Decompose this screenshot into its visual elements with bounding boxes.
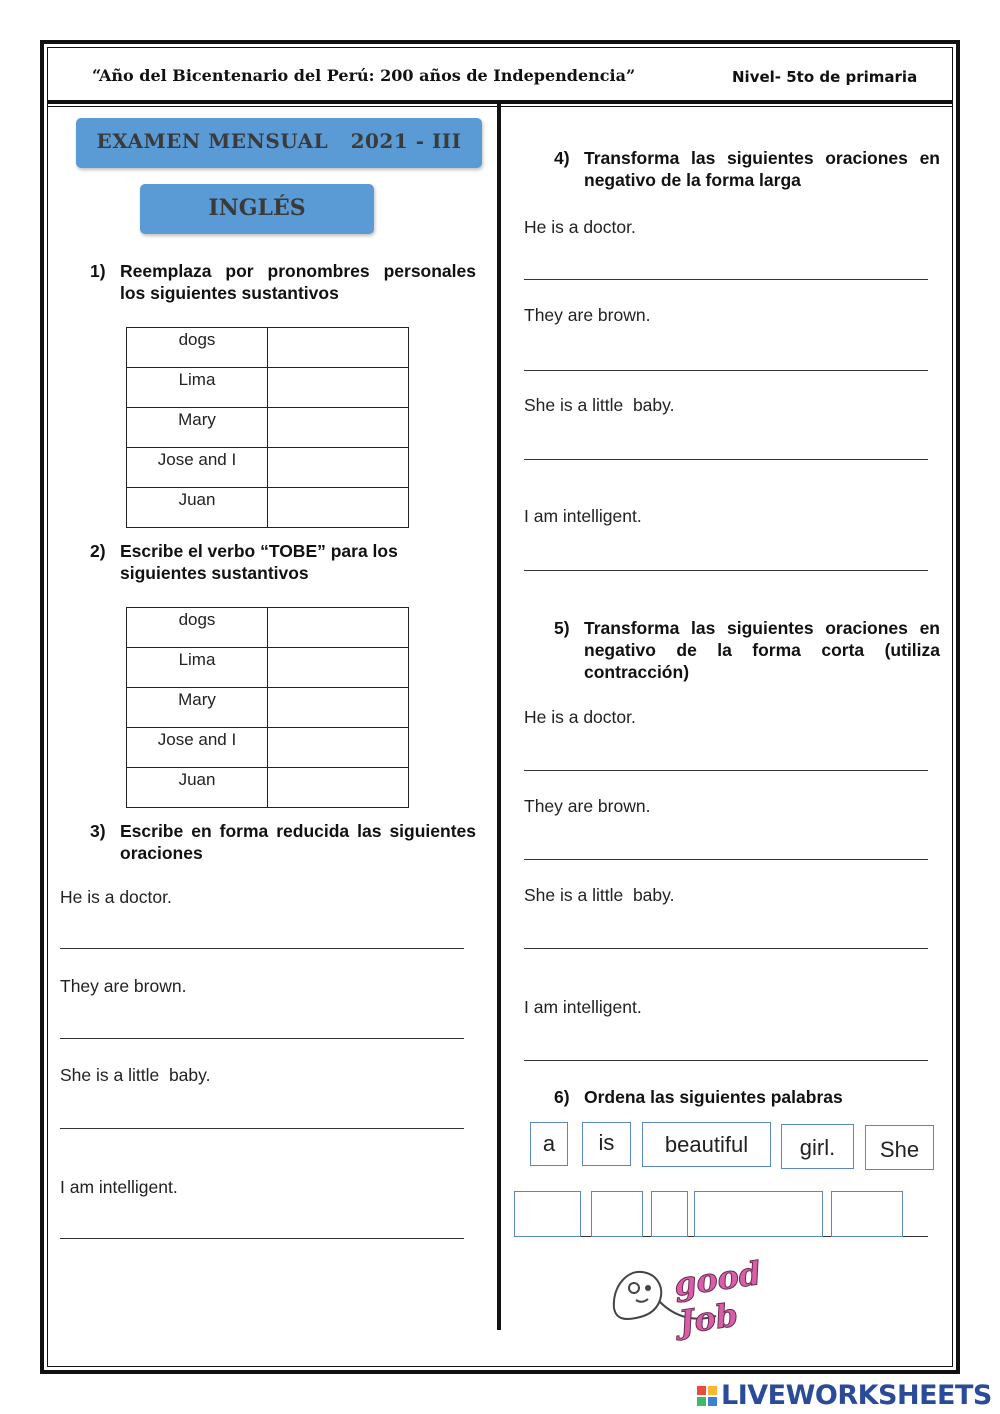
- brand-text: LIVEWORKSHEETS: [721, 1380, 992, 1411]
- table-row: [127, 648, 409, 688]
- table-row: [127, 328, 409, 368]
- drop-box[interactable]: [591, 1191, 643, 1237]
- question-number: 2): [90, 541, 106, 561]
- tobe-table: [126, 607, 409, 808]
- good-job-sticker: [606, 1253, 816, 1342]
- sentence: She is a little baby.: [524, 395, 675, 415]
- answer-cell[interactable]: [268, 728, 409, 768]
- header-motto: “Año del Bicentenario del Perú: 200 años de Independencia”: [92, 66, 636, 85]
- answer-cell[interactable]: [268, 648, 409, 688]
- column-divider: [497, 104, 501, 1330]
- question-6: [554, 1086, 940, 1108]
- question-number: 4): [554, 148, 570, 168]
- answer-line[interactable]: [60, 1038, 464, 1039]
- word-tile[interactable]: beautiful: [642, 1122, 771, 1167]
- sentence: He is a doctor.: [524, 707, 636, 727]
- sentence: He is a doctor.: [60, 887, 172, 907]
- table-row: [127, 488, 409, 528]
- word-tile[interactable]: girl.: [781, 1124, 854, 1169]
- question-number: 3): [90, 821, 106, 841]
- sentence: They are brown.: [524, 796, 651, 816]
- noun-cell: Jose and I: [127, 448, 268, 488]
- question-text: Transforma las siguientes oraciones en negativo de la forma larga: [584, 148, 940, 190]
- drop-box[interactable]: [651, 1191, 688, 1237]
- exam-title-banner: EXAMEN MENSUAL 2021 - III: [76, 118, 482, 168]
- table-row: [127, 408, 409, 448]
- drop-box[interactable]: [514, 1191, 581, 1237]
- question-text: Reemplaza por pronombres personales los siguientes sustantivos: [120, 261, 476, 303]
- noun-cell: Jose and I: [127, 728, 268, 768]
- question-number: 5): [554, 618, 570, 638]
- answer-line[interactable]: [60, 1238, 464, 1239]
- noun-cell: Lima: [127, 368, 268, 408]
- answer-line[interactable]: [524, 770, 928, 771]
- answer-line[interactable]: [524, 459, 928, 460]
- noun-cell: dogs: [127, 328, 268, 368]
- answer-line[interactable]: [524, 279, 928, 280]
- question-text: Escribe en forma reducida las siguientes oraciones: [120, 821, 476, 863]
- question-2: [90, 540, 476, 584]
- word-tile[interactable]: is: [582, 1122, 631, 1166]
- table-row: [127, 728, 409, 768]
- question-number: 1): [90, 261, 106, 281]
- sentence: She is a little baby.: [60, 1065, 211, 1085]
- answer-cell[interactable]: [268, 328, 409, 368]
- answer-cell[interactable]: [268, 608, 409, 648]
- pronoun-table: [126, 327, 409, 528]
- question-1: [90, 260, 476, 304]
- word-tile[interactable]: She: [865, 1125, 934, 1170]
- question-text: Ordena las siguientes palabras: [584, 1087, 843, 1107]
- sentence: I am intelligent.: [524, 506, 642, 526]
- sentence: I am intelligent.: [524, 997, 642, 1017]
- noun-cell: Mary: [127, 408, 268, 448]
- answer-line[interactable]: [524, 1060, 928, 1061]
- noun-cell: Juan: [127, 488, 268, 528]
- answer-line[interactable]: [524, 948, 928, 949]
- good-job-text: good Job: [671, 1253, 764, 1342]
- answer-line[interactable]: [60, 948, 464, 949]
- answer-line[interactable]: [524, 370, 928, 371]
- noun-cell: Lima: [127, 648, 268, 688]
- question-number: 6): [554, 1087, 570, 1107]
- drop-box[interactable]: [831, 1191, 903, 1237]
- brand-logo: [697, 1380, 992, 1411]
- table-row: [127, 688, 409, 728]
- liveworksheets-icon: [697, 1386, 717, 1406]
- table-row: [127, 368, 409, 408]
- subject-banner: INGLÉS: [140, 184, 374, 234]
- table-row: [127, 448, 409, 488]
- table-row: [127, 768, 409, 808]
- sentence: I am intelligent.: [60, 1177, 178, 1197]
- question-5: [554, 617, 940, 683]
- answer-line[interactable]: [524, 570, 928, 571]
- header-level: Nivel- 5to de primaria: [732, 68, 918, 86]
- word-tile[interactable]: a: [530, 1122, 568, 1166]
- sentence: He is a doctor.: [524, 217, 636, 237]
- question-4: [554, 147, 940, 191]
- answer-line[interactable]: [524, 859, 928, 860]
- table-row: [127, 608, 409, 648]
- sentence: She is a little baby.: [524, 885, 675, 905]
- answer-cell[interactable]: [268, 408, 409, 448]
- answer-cell[interactable]: [268, 448, 409, 488]
- question-text: Transforma las siguientes oraciones en negativo de la forma corta (utiliza contracción): [584, 618, 940, 682]
- answer-cell[interactable]: [268, 488, 409, 528]
- answer-cell[interactable]: [268, 688, 409, 728]
- sentence: They are brown.: [524, 305, 651, 325]
- answer-cell[interactable]: [268, 768, 409, 808]
- drop-box[interactable]: [694, 1191, 823, 1237]
- noun-cell: Juan: [127, 768, 268, 808]
- noun-cell: Mary: [127, 688, 268, 728]
- question-text: Escribe el verbo “TOBE” para los siguientes sustantivos: [120, 541, 398, 583]
- noun-cell: dogs: [127, 608, 268, 648]
- sentence: They are brown.: [60, 976, 187, 996]
- answer-cell[interactable]: [268, 368, 409, 408]
- answer-line[interactable]: [60, 1128, 464, 1129]
- question-3: [90, 820, 476, 864]
